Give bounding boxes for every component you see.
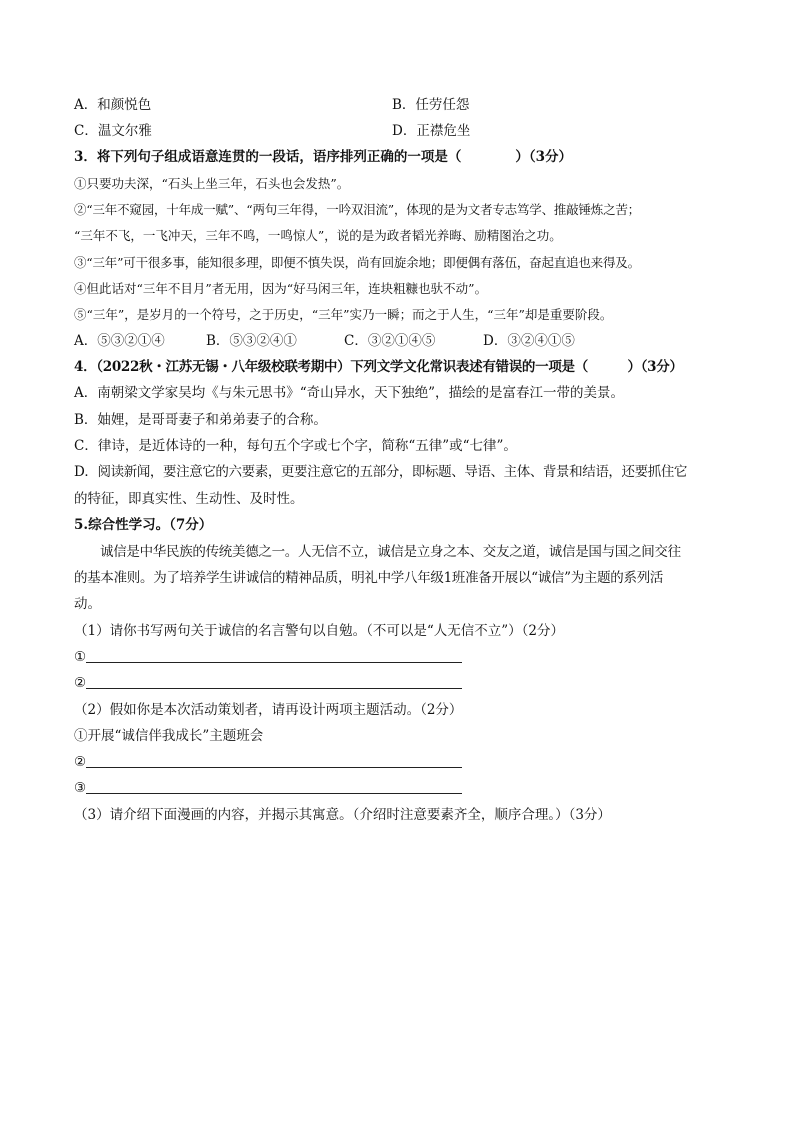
q2-option-a: A．和颜悦色 bbox=[74, 97, 152, 113]
q5-answer-mark-3: ② bbox=[74, 754, 87, 770]
q4-option-b: B．妯娌，是哥哥妻子和弟弟妻子的合称。 bbox=[74, 412, 327, 428]
q4-option-a: A．南朝梁文学家吴均《与朱元思书》“奇山异水，天下独绝”，描绘的是富春江一带的美景。 bbox=[74, 385, 625, 401]
q3-sentence-3: ③“三年”可干很多事，能知很多理，即便不慎失误，尚有回旋余地；即便偶有落伍，奋起直追也来得及。 bbox=[74, 255, 640, 270]
q5-answer-mark-1: ① bbox=[74, 649, 87, 665]
q5-sub2-prompt: （2）假如你是本次活动策划者，请再设计两项主题活动。（2分） bbox=[74, 702, 463, 718]
answer-line-1[interactable] bbox=[86, 662, 462, 663]
q4-stem: 4．（2022秋・江苏无锡・八年级校联考期中）下列文学文化常识表述有错误的一项是（ ）（3分） bbox=[74, 359, 683, 375]
q2-option-b: B．任劳任怨 bbox=[392, 97, 470, 113]
answer-line-2[interactable] bbox=[86, 688, 462, 689]
q5-answer-mark-2: ② bbox=[74, 675, 87, 691]
q5-paragraph-line2: 的基本准则。为了培养学生讲诚信的精神品质，明礼中学八年级1班准备开展以“诚信”为主题的系列活 bbox=[74, 570, 664, 586]
q3-option-b: B．⑤③②④① bbox=[206, 333, 297, 349]
q4-option-c: C．律诗，是近体诗的一种，每句五个字或七个字，简称“五律”或“七律”。 bbox=[74, 438, 517, 454]
q5-sub1-prompt: （1）请你书写两句关于诚信的名言警句以自勉。（不可以是“人无信不立”）（2分） bbox=[74, 623, 564, 639]
q2-option-d: D．正襟危坐 bbox=[392, 123, 471, 139]
q3-option-d: D．③②④①⑤ bbox=[483, 333, 575, 349]
q5-paragraph-line3: 动。 bbox=[74, 596, 101, 612]
answer-line-4[interactable] bbox=[86, 793, 462, 794]
answer-line-3[interactable] bbox=[86, 767, 462, 768]
q5-answer-mark-4: ③ bbox=[74, 780, 87, 796]
q3-sentence-1: ①只要功夫深，“石头上坐三年，石头也会发热”。 bbox=[74, 176, 350, 191]
q3-sentence-2b: “三年不飞，一飞冲天，三年不鸣，一鸣惊人”，说的是为政者韬光养晦、励精图治之功。 bbox=[74, 228, 562, 243]
q2-option-c: C．温文尔雅 bbox=[74, 123, 152, 139]
q5-stem: 5.综合性学习。（7分） bbox=[74, 517, 213, 533]
q4-option-d-line1: D．阅读新闻，要注意它的六要素，更要注意它的五部分，即标题、导语、主体、背景和结语，还要抓住它 bbox=[74, 464, 688, 480]
q3-sentence-5: ⑤“三年”，是岁月的一个符号，之于历史，“三年”实乃一瞬；而之于人生，“三年”却是重要阶段。 bbox=[74, 307, 613, 322]
q5-sub3-prompt: （3）请介绍下面漫画的内容，并揭示其寓意。（介绍时注意要素齐全，顺序合理。）（3分） bbox=[74, 807, 611, 823]
q4-option-d-line2: 的特征，即真实性、生动性、及时性。 bbox=[74, 491, 304, 507]
q3-option-a: A．⑤③②①④ bbox=[74, 333, 165, 349]
q5-activity-1: ①开展“诚信伴我成长”主题班会 bbox=[74, 728, 264, 744]
q3-sentence-2a: ②“三年不窥园，十年成一赋”、“两句三年得，一吟双泪流”，体现的是为文者专志笃学、推敲锤炼之苦； bbox=[74, 202, 640, 217]
q5-paragraph-line1: 诚信是中华民族的传统美德之一。人无信不立，诚信是立身之本、交友之道，诚信是国与国之间交往 bbox=[100, 544, 681, 560]
q3-option-c: C．③②①④⑤ bbox=[344, 333, 436, 349]
q3-stem: 3．将下列句子组成语意连贯的一段话，语序排列正确的一项是（ ）（3分） bbox=[74, 149, 573, 165]
q3-sentence-4: ④但此话对“三年不目月”者无用，因为“好马闲三年，连块粗糠也驮不动”。 bbox=[74, 281, 488, 296]
